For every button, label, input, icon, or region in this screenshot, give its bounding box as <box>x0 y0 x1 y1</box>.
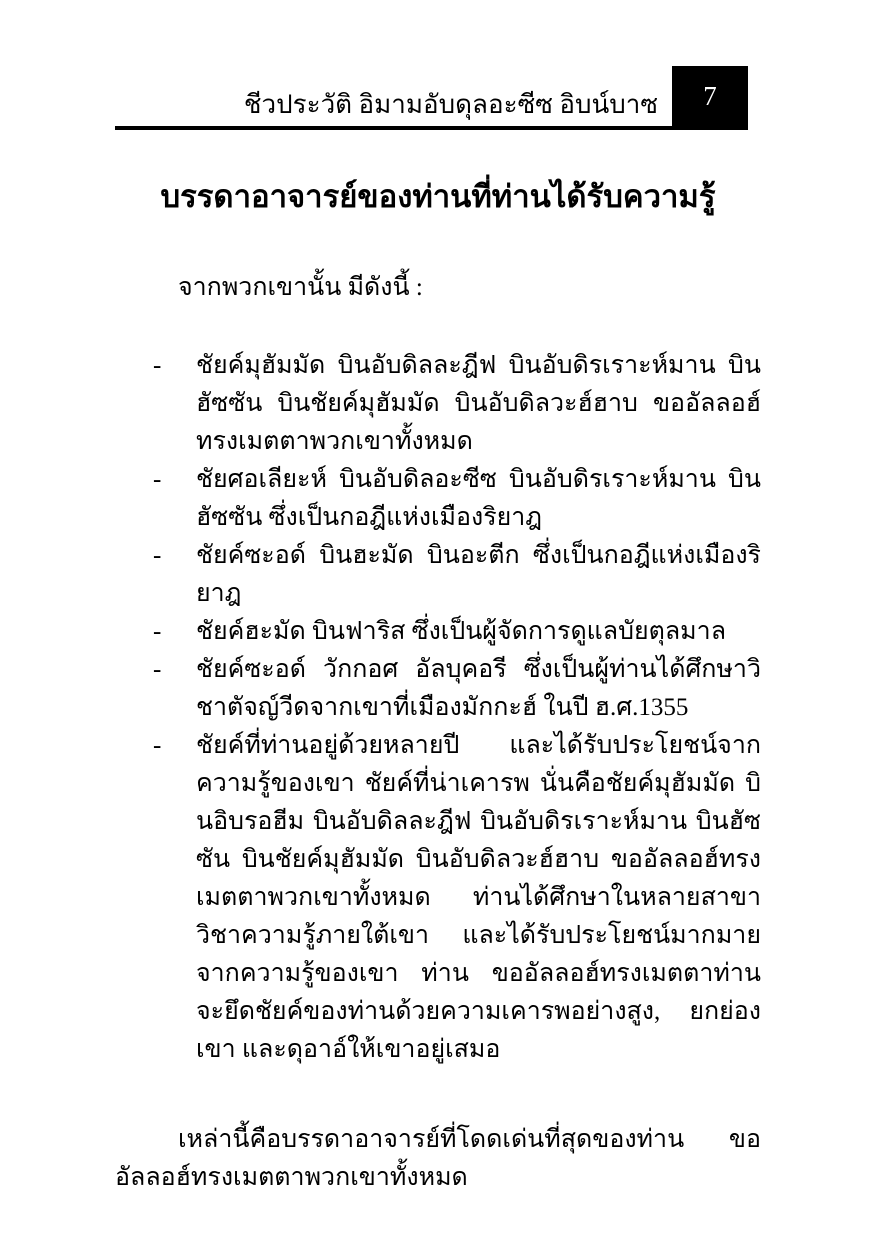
closing-paragraph: เหล่านี้คือบรรดาอาจารย์ที่โดดเด่นที่สุดของท่าน ขออัลลอฮ์ทรงเมตตาพวกเขาทั้งหมด <box>115 1125 761 1191</box>
teacher-list-item-text: ชัยศอเลียะห์ บินอับดิลอะซีซ บินอับดิรเราะห์มาน บินฮัซซัน ซึ่งเป็นกอฎีแห่งเมืองริยาฎ <box>196 465 761 531</box>
dash-marker: - <box>153 731 162 759</box>
page-number: 7 <box>703 80 717 111</box>
dash-marker: - <box>153 655 162 683</box>
intro-paragraph: จากพวกเขานั้น มีดังนี้ : <box>178 273 423 301</box>
teacher-list-item-text: ชัยค์ฮะมัด บินฟาริส ซึ่งเป็นผู้จัดการดูแลบัยตุลมาล <box>196 617 727 645</box>
teacher-list-item <box>115 461 761 537</box>
page-content <box>115 130 761 1197</box>
dash-marker: - <box>153 465 162 493</box>
dash-marker: - <box>153 541 162 569</box>
teacher-list-item <box>115 537 761 613</box>
teacher-list-item <box>115 727 761 1069</box>
page-number-box <box>672 66 748 126</box>
dash-marker: - <box>153 351 162 379</box>
page-header <box>115 66 748 130</box>
teacher-list-item <box>115 651 761 727</box>
running-title: ชีวประวัติ อิมามอับดุลอะซีซ อิบน์บาซ <box>243 90 658 119</box>
teacher-list <box>115 347 761 1069</box>
dash-marker: - <box>153 617 162 645</box>
teacher-list-item <box>115 613 761 651</box>
teacher-list-item-text: ชัยค์ซะอด์ วักกอศ อัลบุคอรี ซึ่งเป็นผู้ท่านได้ศึกษาวิชาตัจญ์วีดจากเขาที่เมืองมักกะฮ์ ในปี ฮ.ศ.1355 <box>196 655 761 721</box>
section-heading: บรรดาอาจารย์ของท่านที่ท่านได้รับความรู้ <box>160 179 716 214</box>
teacher-list-item-text: ชัยค์ที่ท่านอยู่ด้วยหลายปี และได้รับประโยชน์จากความรู้ของเขา ชัยค์ที่น่าเคารพ นั่นคือชัยค์มุฮัมมัด บินอิบรอฮีม บินอับดิลละฎีฟ บินอับดิรเราะห์มาน บินฮัซซัน บินชัยค์มุฮัมมัด บินอับดิลวะฮ์ฮาบ ขออัลลอฮ์ทรงเมตตาพวกเขาทั้งหมด ท่านได้ศึกษาในหลายสาขาวิชาความรู้ภายใต้เขา และได้รับประโยชน์มากมายจากความรู้ของเขา ท่าน ขออัลลอฮ์ทรงเมตตาท่าน จะยึดชัยค์ของท่านด้วยความเคารพอย่างสูง, ยกย่องเขา และดุอาอ์ให้เขาอยู่เสมอ <box>196 731 761 1063</box>
teacher-list-item <box>115 347 761 461</box>
teacher-list-item-text: ชัยค์มุฮัมมัด บินอับดิลละฎีฟ บินอับดิรเราะห์มาน บินฮัซซัน บินชัยค์มุฮัมมัด บินอับดิลวะฮ์ฮาบ ขออัลลอฮ์ทรงเมตตาพวกเขาทั้งหมด <box>196 351 761 455</box>
teacher-list-item-text: ชัยค์ซะอด์ บินฮะมัด บินอะตีก ซึ่งเป็นกอฎีแห่งเมืองริยาฎ <box>196 541 761 607</box>
